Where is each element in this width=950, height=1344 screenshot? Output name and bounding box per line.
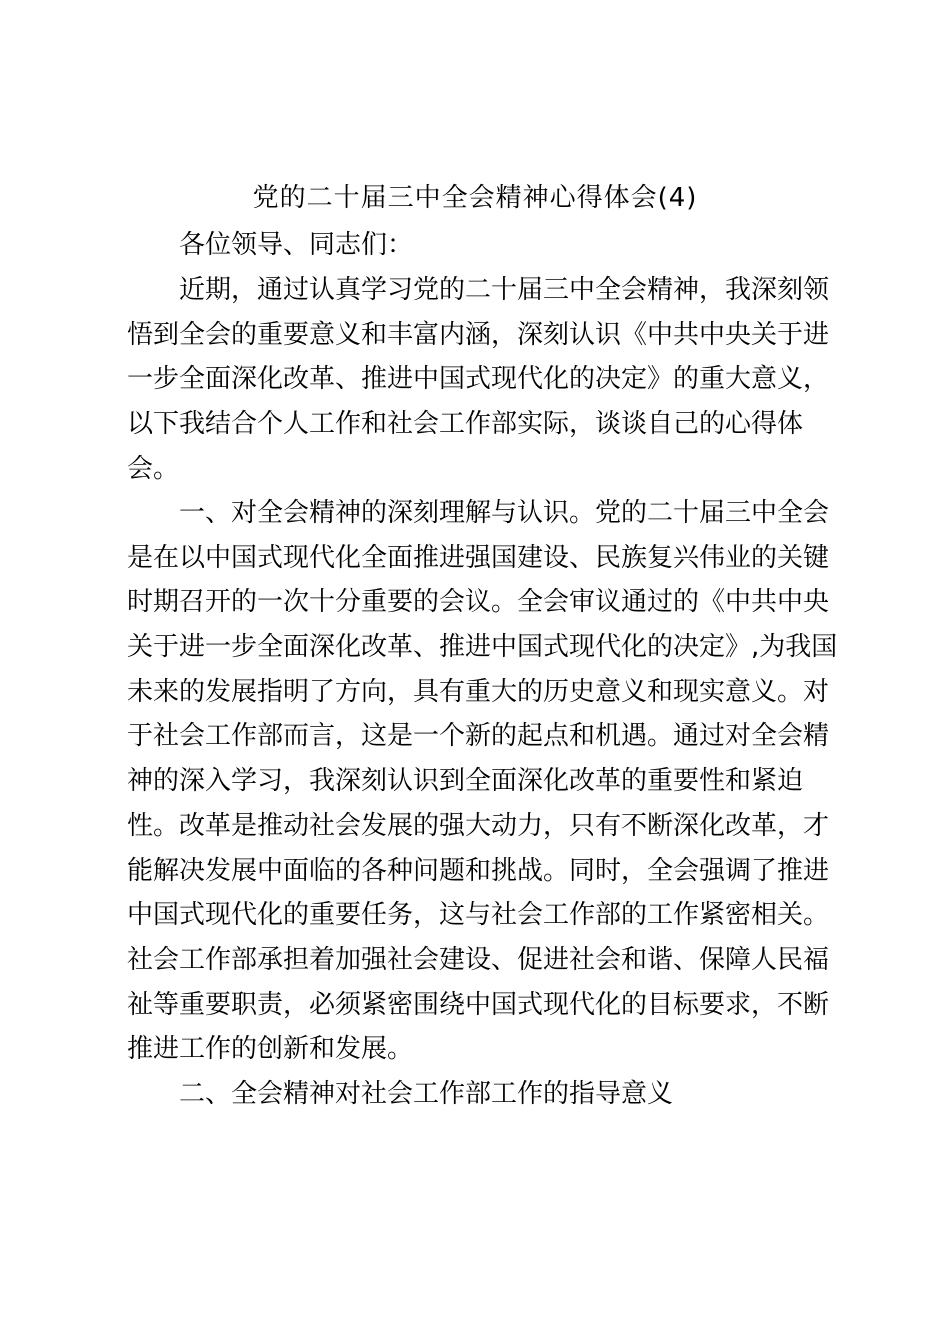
paragraph-line: 神的深入学习，我深刻认识到全面深化改革的重要性和紧迫 [127,766,804,797]
paragraph-line: 近期，通过认真学习党的二十届三中全会精神，我深刻领 [179,275,830,305]
paragraph-line: 时期召开的一次十分重要的会议。全会审议通过的《中共中央 [127,587,830,618]
paragraph-line: 悟到全会的重要意义和丰富内涵，深刻认识《中共中央关于进 [127,319,830,350]
section-heading-text: 二、全会精神对社会工作部工作的指导意义 [179,1079,674,1109]
paragraph-line: 是在以中国式现代化全面推进强国建设、民族复兴伟业的关键 [127,542,830,573]
paragraph-line: 性。改革是推动社会发展的强大动力，只有不断深化改革，才 [127,810,830,841]
paragraph-line: 于社会工作部而言，这是一个新的起点和机遇。通过对全会精 [127,721,830,752]
document-title: 党的二十届三中全会精神心得体会(4) [252,183,698,213]
paragraph-line: 社会工作部承担着加强社会建设、促进社会和谐、保障人民福 [127,944,830,975]
salutation [127,223,827,268]
paragraph-line: 以下我结合个人工作和社会工作部实际，谈谈自己的心得体 [127,409,804,440]
paragraph-line: 能解决发展中面临的各种问题和挑战。同时，全会强调了推进 [127,855,830,886]
section-heading-two [127,1072,827,1117]
paragraph-line: 会。 [127,453,180,484]
paragraph-line: 未来的发展指明了方向，具有重大的历史意义和现实意义。对 [127,676,830,707]
paragraph-line: 一、对全会精神的深刻理解与认识。党的二十届三中全会 [179,498,830,528]
paragraph-line: 一步全面深化改革、推进中国式现代化的决定》的重大意义， [127,364,830,395]
paragraph-line: 关于进一步全面深化改革、推进中国式现代化的决定》,为我国 [127,632,838,663]
paragraph-line: 推进工作的创新和发展。 [127,1034,414,1065]
paragraph-section-one [127,491,838,1072]
salutation-text: 各位领导、同志们： [179,230,414,260]
paragraph-intro [127,268,830,491]
paragraph-line: 中国式现代化的重要任务，这与社会工作部的工作紧密相关。 [127,900,830,931]
paragraph-line: 祉等重要职责，必须紧密围绕中国式现代化的目标要求，不断 [127,989,830,1020]
